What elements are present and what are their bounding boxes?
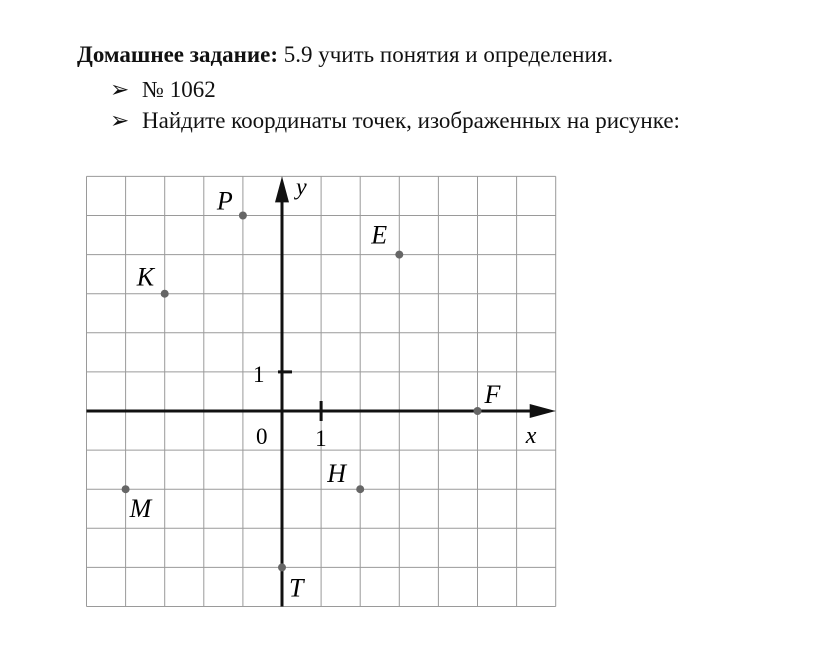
point-label-m: M xyxy=(129,494,152,524)
point-k xyxy=(161,290,169,298)
point-m xyxy=(122,485,130,493)
arrow-bullet-icon: ➢ xyxy=(110,107,130,133)
x-tick-label: 1 xyxy=(315,426,327,451)
homework-heading: Домашнее задание: xyxy=(77,42,278,67)
task-instruction: Найдите координаты точек, изображенных на рисунке: xyxy=(142,107,680,133)
x-axis-label: x xyxy=(525,423,537,449)
point-label-e: E xyxy=(371,220,388,250)
y-axis-label: y xyxy=(296,174,307,201)
point-label-h: H xyxy=(327,459,346,489)
point-h xyxy=(356,485,364,493)
point-label-p: P xyxy=(216,186,233,216)
point-t xyxy=(278,563,286,571)
arrow-bullet-icon: ➢ xyxy=(110,76,130,102)
point-label-t: T xyxy=(289,573,304,603)
y-tick-label: 1 xyxy=(253,361,265,387)
point-label-f: F xyxy=(484,380,501,409)
point-f xyxy=(474,407,482,415)
homework-text: 5.9 учить понятия и определения. xyxy=(277,42,614,67)
y-axis-arrow-icon xyxy=(275,176,289,202)
x-axis-arrow-icon xyxy=(530,404,556,418)
origin-label: 0 xyxy=(256,424,268,449)
task-number: № 1062 xyxy=(142,76,216,102)
point-e xyxy=(395,251,403,259)
point-p xyxy=(239,212,247,220)
point-label-k: K xyxy=(136,262,155,292)
